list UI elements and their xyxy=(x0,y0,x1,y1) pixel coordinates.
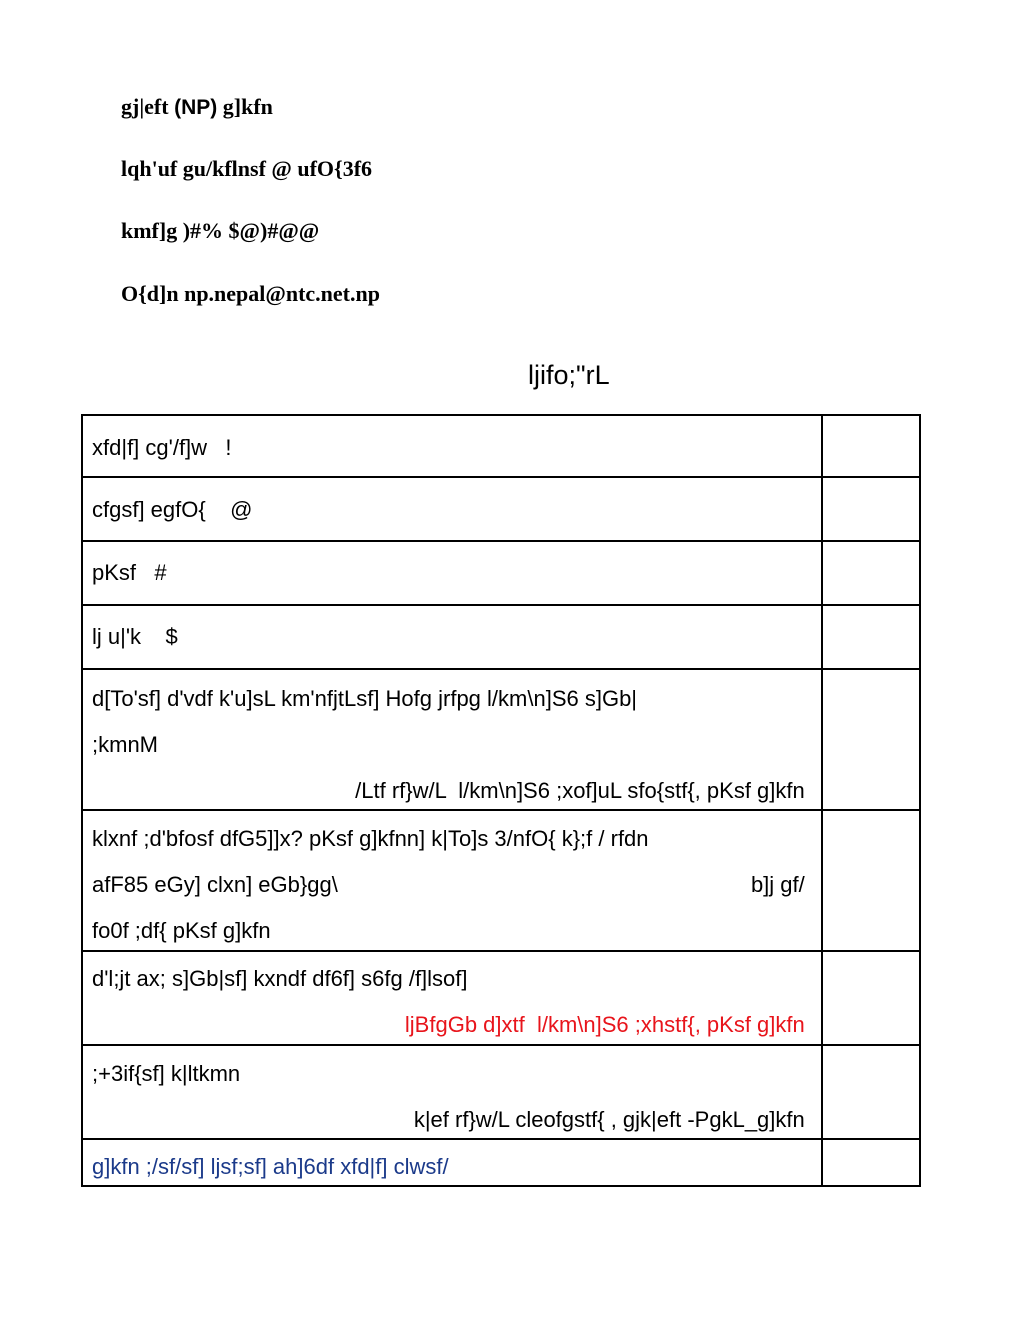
entry-line: g]kfn ;/sf/sf] ljsf;sf] ah]6df xfd|f] clwsf/ xyxy=(92,1154,449,1179)
entry-line: lj u|'k $ xyxy=(92,624,178,649)
entry-line xyxy=(92,870,805,900)
entry-line-right: b]j gf/ xyxy=(750,872,805,897)
page-number-cell xyxy=(822,415,920,477)
entry-line: pKsf # xyxy=(92,560,167,585)
entry-line: /Ltf rf}w/L l/km\n]S6 ;xof]uL sfo{stf{, pKsf g]kfn xyxy=(355,778,805,803)
page-number-cell xyxy=(822,951,920,1045)
entry-line: cfgsf] egfO{ @ xyxy=(92,497,253,522)
header-line-4: O{d]n np.nepal@ntc.net.np xyxy=(121,281,380,306)
table-row xyxy=(82,1045,920,1139)
entry-line-author: ljBfgGb d]xtf l/km\n]S6 ;xhstf{, pKsf g]kfn xyxy=(404,1012,805,1037)
page-number-cell xyxy=(822,669,920,810)
header-line-2: lqh'uf gu/kflnsf @ ufO{3f6 xyxy=(121,156,373,181)
header-line-1-prefix: gj|eft xyxy=(121,94,175,119)
page-number-cell xyxy=(822,1045,920,1139)
header-line-1 xyxy=(121,94,273,120)
header-line-3: kmf]g )#% $@)#@@ xyxy=(121,218,320,243)
entry-text-cell xyxy=(82,605,822,669)
entry-line: fo0f ;df{ pKsf g]kfn xyxy=(92,918,271,943)
page-number-cell xyxy=(822,810,920,951)
table-row xyxy=(82,951,920,1045)
table-row xyxy=(82,605,920,669)
entry-line-author: k|ef rf}w/L cleofgstf{ , gjk|eft -PgkL_g]kfn xyxy=(413,1107,805,1132)
table-row xyxy=(82,669,920,810)
entry-line: ;kmnM xyxy=(92,732,158,757)
entry-line: d'l;jt ax; s]Gb|sf] kxndf df6f] s6fg /f]lsof] xyxy=(92,966,468,991)
entry-text-cell xyxy=(82,951,822,1045)
page-number-cell xyxy=(822,541,920,605)
entry-text-cell xyxy=(82,669,822,810)
entry-text-cell xyxy=(82,1045,822,1139)
entry-text-cell xyxy=(82,415,822,477)
entry-line-left: afF85 eGy] clxn] eGb}gg\ xyxy=(92,872,338,897)
entry-text-cell xyxy=(82,541,822,605)
table-row xyxy=(82,415,920,477)
entry-line: ;+3if{sf] k|ltkmn xyxy=(92,1061,241,1086)
table-row xyxy=(82,1139,920,1186)
entry-text-cell xyxy=(82,477,822,541)
header-line-1-suffix: g]kfn xyxy=(217,94,273,119)
entry-text-cell xyxy=(82,810,822,951)
page-number-cell xyxy=(822,605,920,669)
contents-table xyxy=(81,414,921,1187)
entry-line: klxnf ;d'bfosf dfG5]]x? pKsf g]kfnn] k|To]s 3/nfO{ k};f / rfdn xyxy=(92,826,649,851)
entry-text-cell xyxy=(82,1139,822,1186)
page-number-cell xyxy=(822,477,920,541)
entry-line: xfd|f] cg'/f]w ! xyxy=(92,435,232,460)
page-number-cell xyxy=(822,1139,920,1186)
table-row xyxy=(82,810,920,951)
header-np-mark: (NP) xyxy=(174,96,218,119)
table-row xyxy=(82,477,920,541)
entry-line: d[To'sf] d'vdf k'u]sL km'nfjtLsf] Hofg jrfpg l/km\n]S6 s]Gb| xyxy=(92,686,638,711)
page-title: ljifo;"rL xyxy=(528,360,610,390)
table-row xyxy=(82,541,920,605)
